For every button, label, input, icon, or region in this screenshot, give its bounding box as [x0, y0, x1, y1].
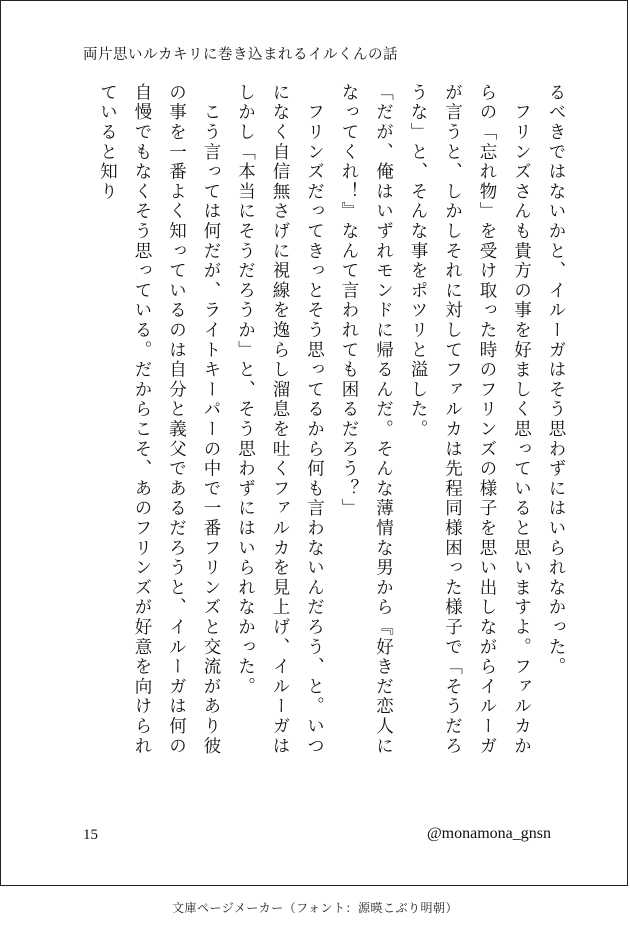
page-header-title: 両片思いルカキリに巻き込まれるイルくんの話 — [83, 47, 398, 63]
author-handle: @monamona_gnsn — [426, 825, 551, 842]
generator-caption: 文庫ページメーカー（フォント：源暎こぶり明朝） — [171, 901, 459, 915]
paragraph: るべきではないかと、イルーガはそう思わずにはいられなかった。 — [546, 83, 566, 677]
paragraph: フリンズだってきっとそう思ってるから何も言わないんだろう、と。いつになく自信無さげに視線を逸らし溜息を吐くファルカを見上げ、イルーガはしかし「本当にそうだろうか」と、そう思わずにはいられなかった。 — [235, 83, 325, 757]
body-text — [73, 83, 573, 773]
paragraph: こう言っては何だが、ライトキーパーの中で一番フリンズと交流があり彼の事を一番よく知っているのは自分と義父であるだろうと、イルーガは何の自慢でもなくそう思っている。だからこそ、あのフリンズが好意を向けられていると知り — [97, 83, 221, 757]
page-number: 15 — [83, 827, 98, 843]
paragraph: 「だが、俺はいずれモンドに帰るんだ。そんな薄情な男から『好きだ恋人になってくれ！』なんて言われても困るだろう？」 — [339, 83, 394, 757]
paragraph: フリンズさんも貴方の事を好ましく思っていると思いますよ。ファルカからの「忘れ物」を受け取った時のフリンズの様子を思い出しながらイルーガが言うと、しかしそれに対してファルカは先程同様困った様子で「そうだろうな」と、そんな事をポツリと溢した。 — [408, 83, 532, 757]
